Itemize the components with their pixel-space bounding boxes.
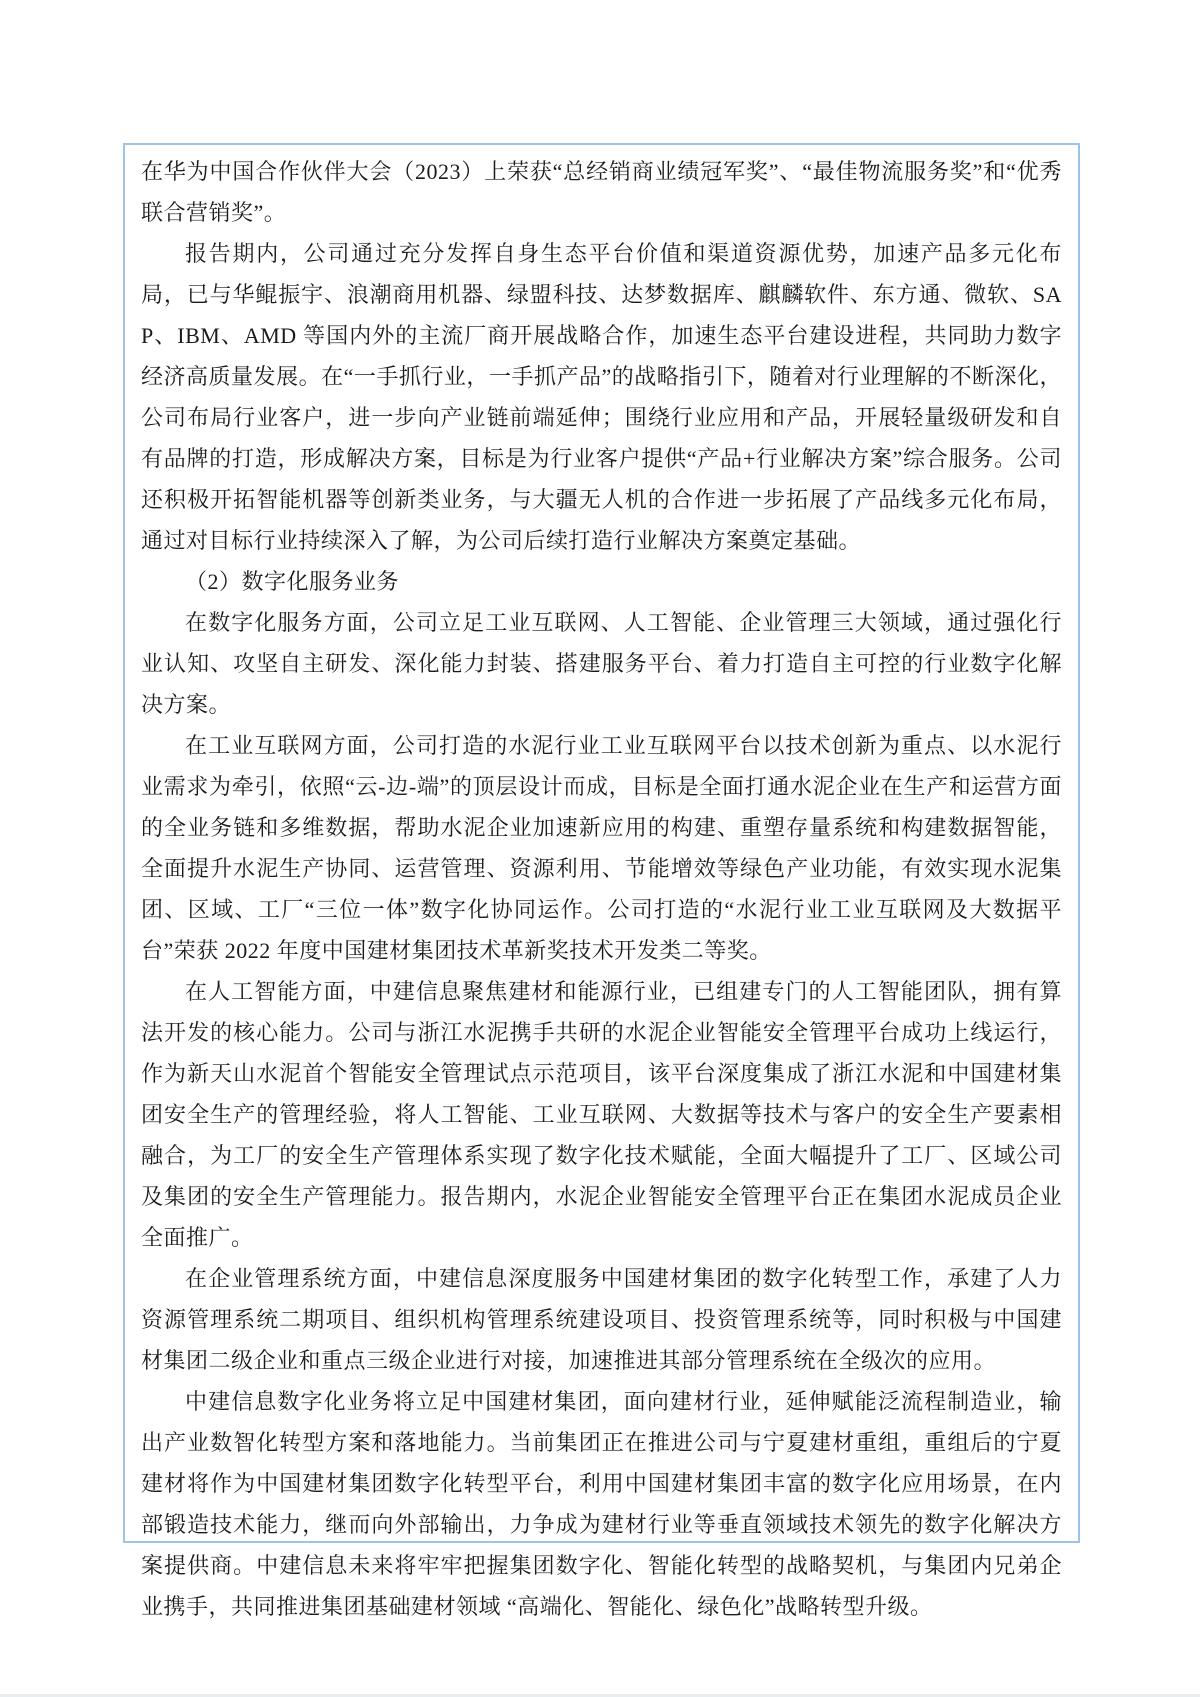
paragraph-digital-services-overview: 在数字化服务方面，公司立足工业互联网、人工智能、企业管理三大领域，通过强化行业认知、攻坚自主研发、深化能力封装、搭建服务平台、着力打造自主可控的行业数字化解决方案。: [141, 610, 1062, 717]
paragraph-ecosystem-strategy: 报告期内，公司通过充分发挥自身生态平台价值和渠道资源优势，加速产品多元化布局，已与华鲲振宇、浪潮商用机器、绿盟科技、达梦数据库、麒麟软件、东方通、微软、SAP、IBM、AMD 等国内外的主流厂商开展战略合作，加速生态平台建设进程，共同助力数字经济高质量发展。在“一手抓行业，一手抓产品”的战略指引下，随着对行业理解的不断深化，公司布局行业客户，进一步向产业链前端延伸；围绕行业应用和产品，开展轻量级研发和自有品牌的打造，形成解决方案，目标是为行业客户提供“产品+行业解决方案”综合服务。公司还积极开拓智能机器等创新类业务，与大疆无人机的合作进一步拓展了产品线多元化布局，通过对目标行业持续深入了解，为公司后续打造行业解决方案奠定基础。: [141, 241, 1062, 553]
content-border-box: [123, 143, 1080, 1619]
paragraph-industrial-internet: 在工业互联网方面，公司打造的水泥行业工业互联网平台以技术创新为重点、以水泥行业需求为牵引，依照“云-边-端”的顶层设计而成，目标是全面打通水泥企业在生产和运营方面的全业务链和多维数据，帮助水泥企业加速新应用的构建、重塑存量系统和构建数据智能，全面提升水泥生产协同、运营管理、资源利用、节能增效等绿色产业功能，有效实现水泥集团、区域、工厂“三位一体”数字化协同运作。公司打造的“水泥行业工业互联网及大数据平台”荣获 2022 年度中国建材集团技术革新奖技术开发类二等奖。: [141, 733, 1062, 963]
section-heading-digital-services: （2）数字化服务业务: [185, 569, 400, 594]
paragraph-future-outlook: 中建信息数字化业务将立足中国建材集团，面向建材行业，延伸赋能泛流程制造业，输出产业数智化转型方案和落地能力。当前集团正在推进公司与宁夏建材重组，重组后的宁夏建材将作为中国建材集团数字化转型平台，利用中国建材集团丰富的数字化应用场景，在内部锻造技术能力，继而向外部输出，力争成为建材行业等垂直领域技术领先的数字化解决方案提供商。中建信息未来将牢牢把握集团数字化、智能化转型的战略契机，与集团内兄弟企业携手，共同推进集团基础建材领域 “高端化、智能化、绿色化”战略转型升级。: [141, 1389, 1062, 1619]
paragraph-artificial-intelligence: 在人工智能方面，中建信息聚焦建材和能源行业，已组建专门的人工智能团队，拥有算法开发的核心能力。公司与浙江水泥携手共研的水泥企业智能安全管理平台成功上线运行，作为新天山水泥首个智能安全管理试点示范项目，该平台深度集成了浙江水泥和中国建材集团安全生产的管理经验，将人工智能、工业互联网、大数据等技术与客户的安全生产要素相融合，为工厂的安全生产管理体系实现了数字化技术赋能，全面大幅提升了工厂、区域公司及集团的安全生产管理能力。报告期内，水泥企业智能安全管理平台正在集团水泥成员企业全面推广。: [141, 979, 1062, 1250]
paragraph-awards-continuation: 在华为中国合作伙伴大会（2023）上荣获“总经销商业绩冠军奖”、“最佳物流服务奖”和“优秀联合营销奖”。: [141, 159, 1062, 225]
paragraph-enterprise-management-systems: 在企业管理系统方面，中建信息深度服务中国建材集团的数字化转型工作，承建了人力资源管理系统二期项目、组织机构管理系统建设项目、投资管理系统等，同时积极与中国建材集团二级企业和重点三级企业进行对接，加速推进其部分管理系统在全级次的应用。: [141, 1266, 1062, 1373]
